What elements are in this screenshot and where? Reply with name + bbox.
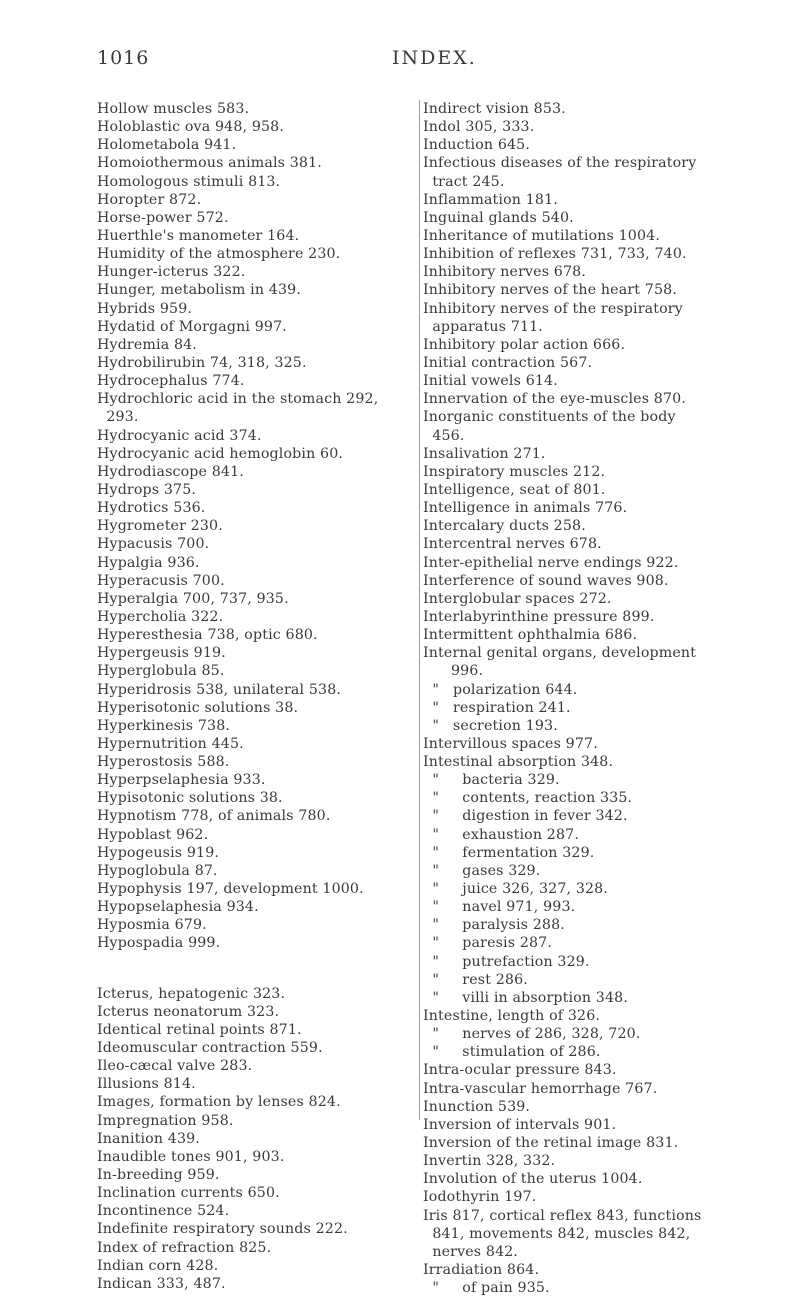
index-entry: Hyperidrosis 538, unilateral 538. — [97, 681, 342, 698]
index-entry: Hypergeusis 919. — [97, 645, 226, 662]
index-entry: Indefinite respiratory sounds 222. — [97, 1221, 348, 1238]
index-entry: Hydatid of Morgagni 997. — [97, 318, 287, 335]
index-entry: Hybrids 959. — [97, 300, 193, 317]
index-entry: tract 245. — [423, 173, 505, 190]
index-entry: Inhibitory polar action 666. — [423, 336, 626, 353]
index-entry: " paresis 287. — [423, 935, 553, 952]
index-entry: Inhibition of reflexes 731, 733, 740. — [423, 246, 687, 263]
index-entry: Hydrotics 536. — [97, 500, 206, 517]
index-entry: Hypospadia 999. — [97, 935, 221, 952]
index-entry: Inguinal glands 540. — [423, 209, 574, 226]
index-entry: Illusions 814. — [97, 1076, 196, 1093]
index-entry: Insalivation 271. — [423, 445, 546, 462]
index-entry: Identical retinal points 871. — [97, 1021, 302, 1038]
index-entry: Hydrocephalus 774. — [97, 373, 245, 390]
index-entry: Horse-power 572. — [97, 209, 229, 226]
index-entry: Hydrops 375. — [97, 481, 197, 498]
index-entry: Hypernutrition 445. — [97, 735, 244, 752]
index-entry: Hunger, metabolism in 439. — [97, 282, 301, 299]
index-entry: Hyperpselaphesia 933. — [97, 772, 266, 789]
index-entry: Incontinence 524. — [97, 1203, 230, 1220]
index-entry: Infectious diseases of the respiratory — [423, 155, 697, 172]
index-entry: Hyperkinesis 738. — [97, 717, 231, 734]
index-entry: Homologous stimuli 813. — [97, 173, 281, 190]
index-entry: Hyperisotonic solutions 38. — [97, 699, 299, 716]
index-entry: Hyposmia 679. — [97, 917, 207, 934]
index-entry: Indican 333, 487. — [97, 1275, 226, 1292]
index-entry: In-breeding 959. — [97, 1167, 220, 1184]
index-entry: Hydrochloric acid in the stomach 292, — [97, 391, 379, 408]
index-entry: " secretion 193. — [423, 717, 558, 734]
index-entry: Iris 817, cortical reflex 843, functions — [423, 1207, 702, 1224]
index-entry: Hyperesthesia 738, optic 680. — [97, 627, 318, 644]
index-entry: Interglobular spaces 272. — [423, 590, 612, 607]
index-entry: " villi in absorption 348. — [423, 989, 628, 1006]
index-entry: Hydrodiascope 841. — [97, 463, 244, 480]
index-entry: Ideomuscular contraction 559. — [97, 1040, 323, 1057]
index-entry: Inspiratory muscles 212. — [423, 463, 606, 480]
index-entry: " stimulation of 286. — [423, 1044, 601, 1061]
index-entry: Hyperacusis 700. — [97, 572, 225, 589]
index-entry: Intercalary ducts 258. — [423, 518, 586, 535]
index-entry: Indol 305, 333. — [423, 119, 535, 136]
index-entry: Inorganic constituents of the body — [423, 409, 676, 426]
index-entry: " juice 326, 327, 328. — [423, 881, 609, 898]
index-entry: Hypophysis 197, development 1000. — [97, 881, 364, 898]
index-entry: 841, movements 842, muscles 842, — [423, 1225, 691, 1242]
index-entry: Internal genital organs, development — [423, 645, 697, 662]
index-entry: " of pain 935. — [423, 1280, 550, 1297]
index-entry: Inversion of the retinal image 831. — [423, 1135, 679, 1152]
index-entry: Intervillous spaces 977. — [423, 735, 598, 752]
index-entry: Hypalgia 936. — [97, 554, 200, 571]
index-entry: Inhibitory nerves of the heart 758. — [423, 282, 677, 299]
index-entry: Intelligence, seat of 801. — [423, 481, 606, 498]
index-entry: Irradiation 864. — [423, 1262, 540, 1278]
index-entry: Inhibitory nerves 678. — [423, 264, 586, 281]
index-entry: Intestine, length of 326. — [423, 1008, 601, 1025]
index-entry: Hypogeusis 919. — [97, 844, 220, 861]
index-entry: " nerves of 286, 328, 720. — [423, 1026, 641, 1043]
index-entry: Hydrocyanic acid hemoglobin 60. — [97, 445, 344, 462]
index-entry: Intra-vascular hemorrhage 767. — [423, 1080, 658, 1097]
column-divider — [419, 100, 420, 1120]
index-entry: Induction 645. — [423, 137, 531, 154]
index-entry: Hypoblast 962. — [97, 826, 209, 843]
index-entry: Icterus neonatorum 323. — [97, 1003, 280, 1020]
index-entry: Humidity of the atmosphere 230. — [97, 246, 341, 263]
index-entry: Icterus, hepatogenic 323. — [97, 985, 286, 1002]
index-entry: Iodothyrin 197. — [423, 1189, 537, 1206]
index-entry: Involution of the uterus 1004. — [423, 1171, 643, 1188]
index-entry: nerves 842. — [423, 1243, 519, 1260]
index-entry: " bacteria 329. — [423, 772, 560, 789]
index-entry: Hollow muscles 583. — [97, 101, 250, 117]
index-entry: Ileo-cæcal valve 283. — [97, 1058, 253, 1075]
right-column — [423, 100, 723, 1297]
index-entry: Holoblastic ova 948, 958. — [97, 119, 285, 136]
index-entry: Intercentral nerves 678. — [423, 536, 602, 553]
index-entry: Inter-epithelial nerve endings 922. — [423, 554, 679, 571]
index-entry: Hydrocyanic acid 374. — [97, 427, 262, 444]
index-entry: " gases 329. — [423, 862, 541, 879]
index-entry: Horopter 872. — [97, 191, 202, 208]
index-entry: Hydrobilirubin 74, 318, 325. — [97, 354, 307, 371]
index-entry: " exhaustion 287. — [423, 826, 579, 843]
index-entry: Inversion of intervals 901. — [423, 1116, 617, 1133]
page-number: 1016 — [97, 47, 150, 69]
index-entry: Index of refraction 825. — [97, 1239, 272, 1256]
index-entry: " fermentation 329. — [423, 844, 595, 861]
index-entry: Inaudible tones 901, 903. — [97, 1148, 285, 1165]
index-entry: Interference of sound waves 908. — [423, 572, 669, 589]
index-entry: Hyperglobula 85. — [97, 663, 225, 680]
index-entry: Hypercholia 322. — [97, 608, 224, 625]
index-entry: " navel 971, 993. — [423, 899, 576, 916]
index-entry: Intelligence in animals 776. — [423, 500, 628, 517]
index-entry: Homoiothermous animals 381. — [97, 155, 322, 172]
index-entry: " putrefaction 329. — [423, 953, 590, 970]
index-entry: " respiration 241. — [423, 699, 571, 716]
running-title: INDEX. — [392, 47, 477, 69]
index-entry: 996. — [423, 663, 484, 680]
index-entry: Holometabola 941. — [97, 137, 237, 154]
index-entry: Intermittent ophthalmia 686. — [423, 627, 638, 644]
index-entry: Initial vowels 614. — [423, 373, 558, 390]
index-entry: Hypoglobula 87. — [97, 862, 218, 879]
index-entry: Hunger-icterus 322. — [97, 264, 246, 281]
index-entry: Impregnation 958. — [97, 1112, 234, 1129]
index-entry: Interlabyrinthine pressure 899. — [423, 608, 655, 625]
index-entry: Hypnotism 778, of animals 780. — [97, 808, 331, 825]
index-entry: Inclination currents 650. — [97, 1185, 280, 1202]
index-entry: Invertin 328, 332. — [423, 1153, 556, 1170]
index-entry: Inhibitory nerves of the respiratory — [423, 300, 683, 317]
index-entry: Indirect vision 853. — [423, 101, 566, 117]
index-entry: Hyperalgia 700, 737, 935. — [97, 590, 289, 607]
index-entry: Initial contraction 567. — [423, 354, 593, 371]
index-entry: Hypopselaphesia 934. — [97, 899, 259, 916]
index-entry: Images, formation by lenses 824. — [97, 1094, 341, 1111]
index-entry: apparatus 711. — [423, 318, 543, 335]
index-entry: Intestinal absorption 348. — [423, 754, 614, 771]
index-entry: " paralysis 288. — [423, 917, 565, 934]
index-entry: Indian corn 428. — [97, 1257, 219, 1274]
index-entry: Hyperostosis 588. — [97, 754, 230, 771]
section-gap — [97, 953, 417, 985]
index-entry: 293. — [97, 409, 139, 426]
index-entry: Hygrometer 230. — [97, 518, 223, 535]
index-entry: Hypisotonic solutions 38. — [97, 790, 283, 807]
index-entry: Huerthle's manometer 164. — [97, 227, 300, 244]
index-entry: Innervation of the eye-muscles 870. — [423, 391, 686, 408]
index-entry: " digestion in fever 342. — [423, 808, 628, 825]
index-entry: " polarization 644. — [423, 681, 578, 698]
index-entry: Hypacusis 700. — [97, 536, 210, 553]
left-column — [97, 100, 417, 1293]
index-entry: Inanition 439. — [97, 1130, 200, 1147]
index-entry: " contents, reaction 335. — [423, 790, 633, 807]
index-entry: Inheritance of mutilations 1004. — [423, 227, 660, 244]
index-entry: Intra-ocular pressure 843. — [423, 1062, 617, 1079]
index-entry: 456. — [423, 427, 465, 444]
index-entry: " rest 286. — [423, 971, 528, 988]
index-entry: Hydremia 84. — [97, 336, 197, 353]
index-entry: Inflammation 181. — [423, 191, 558, 208]
index-entry: Inunction 539. — [423, 1098, 531, 1115]
